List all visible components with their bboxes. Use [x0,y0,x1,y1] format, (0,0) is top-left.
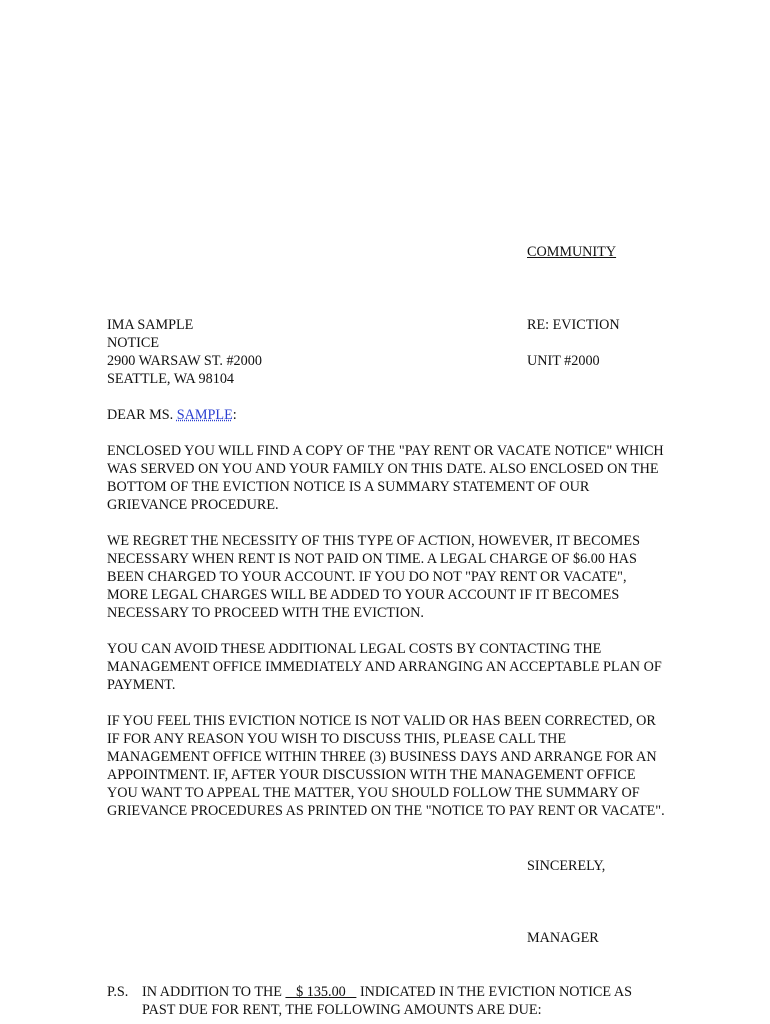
recipient-city: SEATTLE, WA 98104 [107,371,235,387]
postscript-text-after: INDICATED IN THE EVICTION NOTICE AS [356,984,632,1000]
closing-signer: MANAGER [527,930,599,946]
community-heading: COMMUNITY [527,244,617,260]
body-paragraph-3 [107,640,667,694]
paragraph-text: YOU CAN AVOID THESE ADDITIONAL LEGAL COSTS BY CONTACTING THE MANAGEMENT OFFICE IMMEDIATELY AND ARRANGING AN ACCEPTABLE PLAN OF PAYMENT. [107,641,662,693]
paragraph-text: IF YOU FEEL THIS EVICTION NOTICE IS NOT VALID OR HAS BEEN CORRECTED, OR IF FOR ANY REASON YOU WISH TO DISCUSS THIS, PLEASE CALL THE MANAGEMENT OFFICE WITHIN THREE (3) BUSINESS DAYS AND ARRANGE FOR AN APPOINTMENT. IF, AFTER YOUR DISCUSSION WITH THE MANAGEMENT OFFICE YOU WANT TO APPEAL THE MATTER, YOU SHOULD FOLLOW THE SUMMARY OF GRIEVANCE PROCEDURES AS PRINTED ON THE "NOTICE TO PAY RENT OR VACATE". [107,713,665,819]
postscript-label: P.S. [107,984,129,1000]
postscript-line-2: PAST DUE FOR RENT, THE FOLLOWING AMOUNTS ARE DUE: [142,1002,542,1018]
salutation-prefix: DEAR MS. [107,407,177,423]
recipient-street: 2900 WARSAW ST. #2000 [107,353,262,369]
body-paragraph-2 [107,532,667,622]
salutation-name: SAMPLE [176,407,233,423]
postscript-line-1 [142,983,632,1001]
recipient-name: IMA SAMPLE [107,317,194,333]
salutation-suffix: : [232,407,237,423]
salutation [107,406,237,424]
postscript-amount: $ 135.00 [285,984,357,1000]
recipient-notice: NOTICE [107,335,160,351]
postscript-text-before: IN ADDITION TO THE [142,984,286,1000]
body-paragraph-1 [107,442,667,514]
paragraph-text: WE REGRET THE NECESSITY OF THIS TYPE OF ACTION, HOWEVER, IT BECOMES NECESSARY WHEN RENT IS NOT PAID ON TIME. A LEGAL CHARGE OF $6.00 HAS BEEN CHARGED TO YOUR ACCOUNT. IF YOU DO NOT "PAY RENT OR VACATE", MORE LEGAL CHARGES WILL BE ADDED TO YOUR ACCOUNT IF IT BECOMES NECESSARY TO PROCEED WITH THE EVICTION. [107,533,640,621]
closing-sincerely: SINCERELY, [527,858,606,874]
body-paragraph-4 [107,712,667,820]
re-unit: UNIT #2000 [527,353,600,369]
paragraph-text: ENCLOSED YOU WILL FIND A COPY OF THE "PAY RENT OR VACATE NOTICE" WHICH WAS SERVED ON YOU AND YOUR FAMILY ON THIS DATE. ALSO ENCLOSED ON THE BOTTOM OF THE EVICTION NOTICE IS A SUMMARY STATEMENT OF OUR GRIEVANCE PROCEDURE. [107,443,664,513]
re-subject: RE: EVICTION [527,317,620,333]
